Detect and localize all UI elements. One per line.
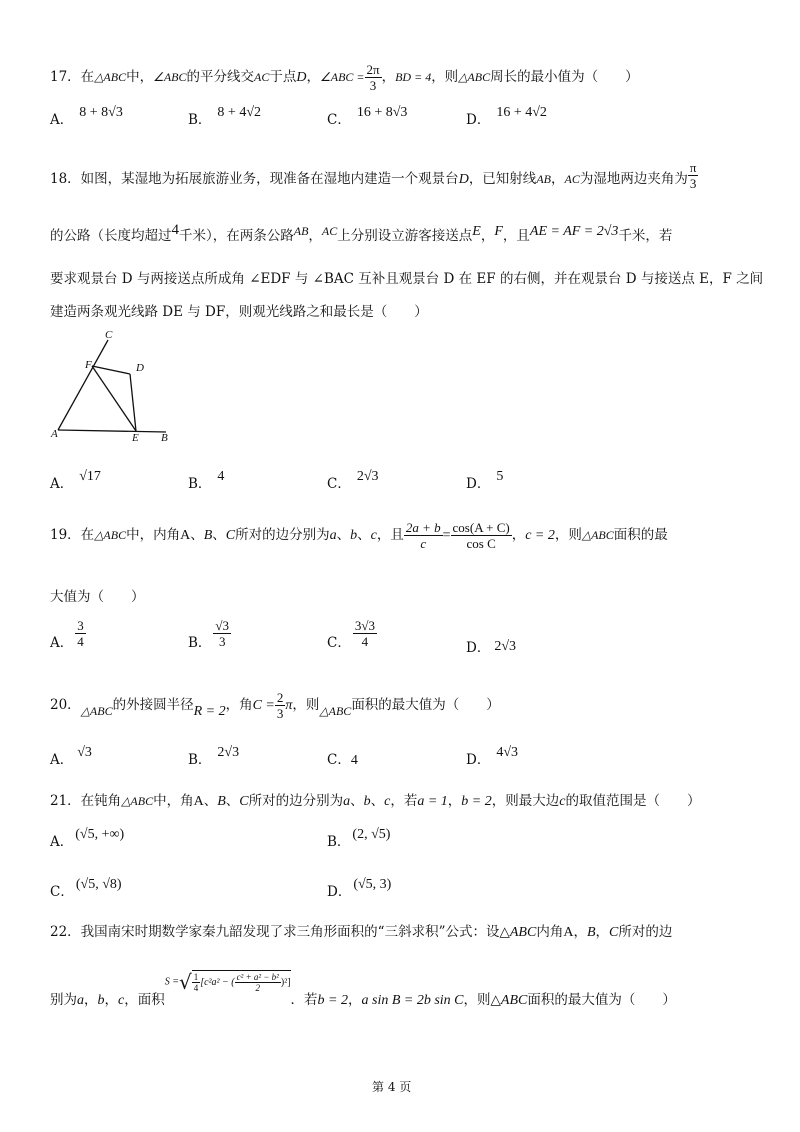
option-label: B． [188, 752, 212, 768]
q19-c: C [225, 528, 236, 543]
q17-option-c[interactable] [327, 105, 408, 129]
q21-la: a [343, 794, 351, 809]
option-frac-den: 3 [218, 634, 226, 649]
q21-text-5: ， [447, 793, 462, 809]
q21-option-b[interactable] [327, 827, 391, 851]
q19-text-7: 面积的最 [613, 527, 668, 543]
q18-ae-af: AE = AF = 2√3 [529, 224, 619, 239]
q18-text-2c: 上分别设立游客接送点 [337, 228, 473, 244]
q22-lc: c [118, 993, 125, 1008]
q20-pi: π [285, 698, 293, 713]
q19-option-b[interactable] [188, 618, 231, 649]
option-fraction [213, 618, 231, 649]
option-value: 4 [350, 753, 358, 768]
q19-text-4: ，且 [376, 527, 404, 543]
q18-sep-2: ， [308, 228, 322, 244]
q19-text-2: 中，内角 [126, 527, 181, 543]
q17-option-d[interactable] [466, 105, 547, 129]
q19-triangle-2: △ABC [581, 528, 614, 542]
q22-lb: b [97, 993, 105, 1008]
q19-option-d[interactable] [466, 636, 517, 657]
q17-triangle: △ABC [94, 70, 127, 84]
option-label: A． [50, 752, 74, 768]
q21-c: C [239, 794, 249, 809]
q22-sep-2: ， [595, 924, 610, 940]
fig-label-f: F [85, 359, 92, 371]
q22-b: B [586, 925, 596, 940]
q22-text-7: 面积的最大值为（ ） [527, 992, 676, 1008]
option-frac-num: √3 [215, 618, 230, 633]
q21-a: A [193, 794, 204, 809]
q22-text-6: ，则△ [463, 992, 501, 1008]
option-label: C． [327, 112, 351, 128]
q22-line-1 [50, 920, 672, 941]
q18-option-c[interactable] [327, 469, 379, 493]
q18-pi-num: π [689, 160, 697, 175]
q18-option-a[interactable] [50, 469, 101, 493]
q18-ab-2: AB [293, 224, 309, 238]
q19-sep-4: 、 [357, 527, 371, 543]
q19-text-3: 所对的边分别为 [235, 527, 330, 543]
option-value: 8 + 4√2 [217, 105, 262, 120]
q21-triangle: △ABC [121, 794, 154, 808]
q17-text-2: 的平分线交 [186, 69, 255, 85]
q21-b-value: b = 2 [461, 794, 492, 809]
q19-number: 19．在 [50, 527, 95, 543]
q17-fraction [365, 62, 382, 93]
q20-number: 20． [50, 697, 81, 713]
q20-text-5: 面积的最大值为（ ） [351, 697, 500, 713]
q22-inner-den: 2 [255, 983, 260, 993]
fig-label-e: E [132, 432, 139, 443]
q19-la: a [329, 528, 337, 543]
q19-text-6: ，则 [554, 527, 582, 543]
q22-text-2: 所对的边 [618, 924, 673, 940]
q21-lc: c [384, 794, 391, 809]
option-label: A． [50, 476, 74, 492]
option-label: A． [50, 834, 74, 850]
q22-inner-c: [c²a² − ( [200, 976, 235, 988]
option-value: 8 + 8√3 [79, 105, 123, 120]
segment-fd [92, 366, 130, 374]
q20-frac-den: 3 [276, 706, 284, 721]
q20-triangle-2: △ABC [319, 704, 352, 718]
q17-text-3: 于点 [269, 69, 297, 85]
q17-frac-num: 2π [366, 62, 380, 77]
page-number: 第 4 页 [372, 1080, 412, 1094]
q20-angle-c: C = [252, 698, 275, 713]
option-label: C． [327, 752, 351, 768]
q22-quarter [192, 972, 201, 993]
q21-lc-2: c [559, 794, 566, 809]
q17-frac-den: 3 [369, 78, 377, 93]
fig-label-b: B [161, 432, 168, 443]
q21-lb: b [363, 794, 371, 809]
q18-text-1b: ，已知射线 [468, 171, 537, 187]
option-label: C． [50, 884, 74, 900]
q20-option-b[interactable] [188, 745, 240, 769]
option-frac-num: 3 [77, 618, 84, 633]
option-value: (√5, 3) [353, 877, 392, 892]
q17-number: 17．在 [50, 69, 95, 85]
q19-f2-den: cos C [466, 536, 496, 551]
q17-text-4: ， [306, 69, 320, 85]
option-label: D． [466, 640, 491, 656]
q22-text-5: ， [348, 992, 362, 1008]
option-value: 2√3 [356, 469, 379, 484]
option-value: 4√3 [496, 745, 519, 760]
q18-line-3: 要求观景台 D 与两接送点所成角 ∠EDF 与 ∠BAC 互补且观景台 D 在 EF 的右侧，并在观景台 D 与接送点 E，F 之间 [50, 271, 764, 287]
q21-option-a[interactable] [50, 827, 125, 851]
q21-text-2: 中，角 [153, 793, 194, 809]
option-fraction [353, 618, 377, 649]
q18-text-2b: 千米），在两条公路 [179, 228, 294, 244]
option-frac-den: 4 [361, 634, 369, 649]
q22-la: a [77, 993, 84, 1008]
q17-text-5: ， [381, 69, 396, 85]
q21-stem [50, 789, 700, 810]
option-value: (2, √5) [352, 827, 391, 842]
q18-f: F [494, 224, 503, 239]
q22-text-1b: 内角 [536, 924, 564, 940]
q18-text-2a: 的公路（长度均超过 [50, 228, 172, 244]
q19-f1-den: c [420, 536, 427, 551]
q19-triangle: △ABC [94, 528, 127, 542]
option-value: 2√3 [217, 745, 240, 760]
q22-sep-4: ， [104, 992, 118, 1008]
q19-a: A [180, 528, 191, 543]
q22-sep-3: ， [84, 992, 98, 1008]
fig-label-d: D [136, 362, 144, 374]
q18-option-d[interactable] [466, 469, 504, 493]
option-value: 4 [217, 469, 225, 484]
q22-quarter-den: 4 [193, 983, 199, 993]
q19-fraction-2 [451, 520, 512, 551]
option-frac-num: 3√3 [354, 618, 375, 633]
q17-text-7: 周长的最小值为（ ） [490, 69, 639, 85]
option-value: (√5, √8) [75, 877, 122, 892]
q22-a: A [563, 925, 574, 940]
q21-sep-2: 、 [225, 793, 240, 809]
q17-bd: BD = 4 [395, 70, 432, 84]
q21-text-3: 所对的边分别为 [248, 793, 344, 809]
q22-radicand [192, 970, 291, 993]
q22-condition: a sin B = 2b sin C [361, 993, 464, 1008]
q22-b-value: b = 2 [317, 993, 348, 1008]
q20-text-4: ，则 [292, 697, 320, 713]
option-label: D． [466, 476, 491, 492]
option-label: B． [188, 112, 212, 128]
option-value: 2√3 [494, 639, 517, 654]
q19-option-c[interactable] [327, 618, 377, 649]
option-value: √17 [79, 469, 101, 484]
q18-figure [48, 328, 178, 443]
q20-text-3: ，角 [225, 697, 253, 713]
option-value: (√5, +∞) [75, 827, 125, 842]
q22-c: C [609, 925, 619, 940]
option-label: B． [188, 635, 212, 651]
option-label: D． [466, 112, 491, 128]
ray-ab [58, 430, 166, 432]
q22-text-4: ．若 [290, 992, 318, 1008]
q22-inner-d: )²] [280, 976, 291, 988]
q17-angle: ∠ABC [153, 70, 187, 84]
option-label: C． [327, 476, 351, 492]
q22-text-1: 22．我国南宋时期数学家秦九韶发现了求三角形面积的“三斜求积”公式：设△ [50, 924, 510, 940]
q18-line-2 [50, 224, 672, 245]
radical-sign: √ [178, 969, 192, 994]
option-fraction [75, 618, 86, 649]
q22-s: S = [164, 976, 179, 987]
ray-ac [58, 340, 108, 430]
option-value: 5 [496, 469, 504, 484]
q21-option-c[interactable] [50, 877, 122, 901]
q21-option-d[interactable] [327, 877, 392, 901]
q19-sep-2: 、 [212, 527, 226, 543]
q17-option-b[interactable] [188, 105, 262, 129]
q18-e: E [472, 224, 481, 239]
q19-line-2: 大值为（ ） [50, 589, 145, 605]
q22-inner-frac [235, 972, 281, 993]
q18-ab: AB [536, 172, 551, 186]
option-label: A． [50, 635, 74, 651]
q20-option-c[interactable] [327, 748, 358, 769]
q18-text-2e: 千米，若 [618, 228, 673, 244]
q17-d: D [296, 70, 307, 85]
q20-frac-num: 2 [276, 690, 284, 705]
q21-number: 21．在钝角 [50, 793, 122, 809]
q18-sep-3: ， [480, 228, 495, 244]
option-label: B． [188, 476, 212, 492]
q21-text-4: ，若 [390, 793, 418, 809]
q18-line-1 [50, 160, 698, 195]
q19-sep-3: 、 [336, 527, 351, 543]
q18-text-1: 18．如图，某湿地为拓展旅游业务，现准备在湿地内建造一个观景台 [50, 171, 459, 187]
q19-fraction-1 [404, 520, 443, 551]
q19-f1-num: 2a + b [405, 520, 441, 535]
q17-ac: AC [254, 70, 270, 84]
q18-ac: AC [564, 172, 580, 186]
q18-option-b[interactable] [188, 469, 225, 493]
q17-text-1: 中， [126, 69, 154, 85]
option-label: D． [466, 752, 491, 768]
q21-sep-4: 、 [370, 793, 385, 809]
q22-quarter-num: 1 [193, 972, 199, 982]
q19-text-5: ， [511, 527, 526, 543]
fig-label-a: A [51, 428, 58, 440]
option-value: √3 [77, 745, 92, 760]
q20-text-2: 的外接圆半径 [112, 697, 194, 713]
q20-radius: R = 2 [193, 704, 226, 719]
q22-sep: ， [573, 924, 587, 940]
q21-sep-3: 、 [350, 793, 364, 809]
q20-option-d[interactable] [466, 745, 519, 769]
q18-four: 4 [171, 222, 179, 238]
option-value: 16 + 4√2 [496, 105, 547, 120]
option-label: C． [327, 635, 351, 651]
q21-b: B [217, 794, 226, 809]
q19-stem [50, 520, 668, 551]
q22-abc-2: ABC [500, 993, 528, 1008]
fig-label-c: C [105, 329, 113, 341]
q18-sep: ， [550, 171, 565, 187]
q21-text-6: ，则最大边 [491, 793, 560, 809]
option-value: 16 + 8√3 [356, 105, 408, 120]
segment-fe [92, 366, 136, 431]
option-label: A． [50, 112, 74, 128]
q17-stem [50, 62, 639, 93]
option-label: D． [327, 884, 352, 900]
q18-ac-2: AC [321, 224, 338, 238]
q17-triangle-2: △ABC [458, 70, 491, 84]
q18-d: D [458, 172, 469, 187]
q19-lb: b [350, 528, 358, 543]
q19-lc: c [370, 528, 377, 543]
q22-abc: ABC [509, 925, 537, 940]
q20-triangle: △ABC [80, 704, 113, 718]
q21-text-7: 的取值范围是（ ） [565, 793, 701, 809]
q22-text-2a: 别为 [50, 992, 77, 1008]
q22-inner-num: c² + a² − b² [236, 972, 279, 982]
q20-stem [50, 690, 500, 721]
option-frac-den: 4 [77, 634, 84, 649]
q19-b: B [203, 528, 213, 543]
q20-fraction [275, 690, 286, 721]
q19-c-value: c = 2 [525, 528, 555, 543]
q22-text-3: ，面积 [124, 992, 165, 1008]
q17-angle-eq: ∠ABC = [319, 70, 365, 84]
q17-text-6: ，则 [431, 69, 459, 85]
q21-sep: 、 [203, 793, 218, 809]
q20-option-a[interactable] [50, 745, 92, 769]
q19-f2-num: cos(A + C) [452, 520, 510, 535]
option-label: B． [327, 834, 351, 850]
q21-a-value: a = 1 [417, 794, 448, 809]
q19-sep: 、 [190, 527, 204, 543]
q19-option-a[interactable] [50, 618, 86, 649]
q18-pi-fraction [688, 160, 699, 191]
q18-text-2d: ，且 [502, 228, 530, 244]
q18-line-4: 建造两条观光线路 DE 与 DF，则观光线路之和最长是（ ） [50, 304, 428, 320]
q18-pi-den: 3 [689, 176, 697, 191]
q18-text-1c: 为湿地两边夹角为 [579, 171, 688, 187]
q22-line-2 [50, 969, 676, 1014]
q19-equals: = [442, 528, 451, 543]
q22-formula [165, 970, 291, 994]
q17-option-a[interactable] [50, 105, 123, 129]
